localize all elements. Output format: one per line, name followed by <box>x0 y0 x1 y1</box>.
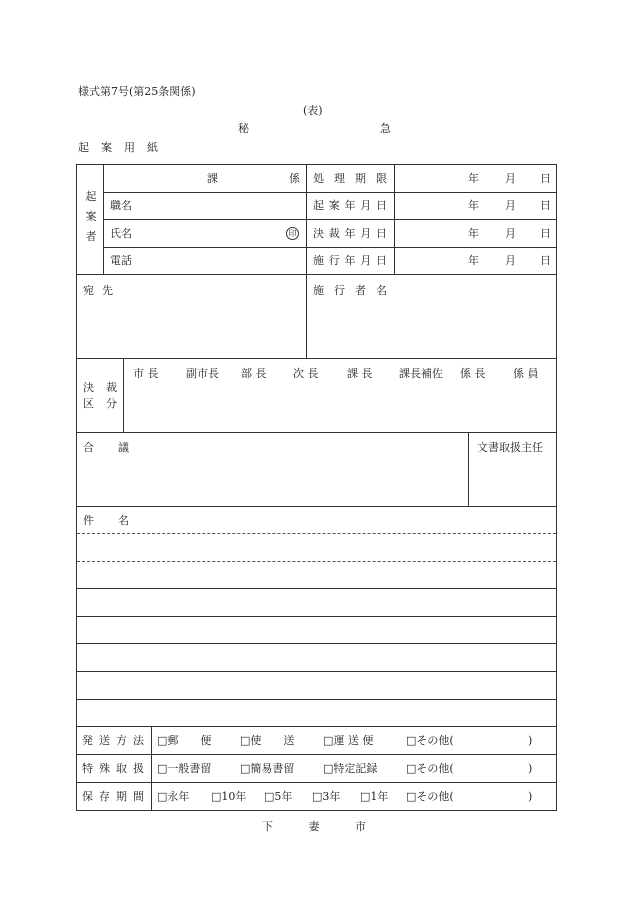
originator-group-label: 起 案 者 <box>85 190 97 243</box>
department-label: 課 <box>207 172 218 185</box>
shipping-option-other[interactable]: □その他( <box>406 734 454 747</box>
handling-option-registered[interactable]: □一般書留 <box>157 762 212 775</box>
form-side-label: (表) <box>303 104 323 117</box>
urgent-mark: 急 <box>380 122 391 135</box>
department-field[interactable] <box>104 165 305 191</box>
approver-director[interactable]: 部 長 <box>241 367 267 380</box>
day-unit: 日 <box>540 227 551 240</box>
retention-option-10-years[interactable]: □10年 <box>211 790 247 803</box>
shipping-method-label: 発 送 方 法 <box>82 734 144 747</box>
retention-period-label: 保 存 期 間 <box>82 790 144 803</box>
addressee-label: 宛 先 <box>83 284 113 297</box>
consultation-label: 合 議 <box>83 441 129 454</box>
day-unit: 日 <box>540 254 551 267</box>
position-field[interactable] <box>140 193 305 218</box>
retention-option-1-year[interactable]: □1年 <box>360 790 389 803</box>
section-label: 係 <box>289 172 300 185</box>
approver-mayor[interactable]: 市 長 <box>133 367 159 380</box>
approver-staff[interactable]: 係 員 <box>513 367 539 380</box>
name-label: 氏名 <box>110 227 132 240</box>
subject-label: 件 名 <box>83 514 129 527</box>
approver-deputy-mayor[interactable]: 副市長 <box>186 367 219 380</box>
date-row-label-deadline: 処 理 期 限 <box>313 172 387 185</box>
retention-option-other[interactable]: □その他( <box>406 790 454 803</box>
seal-mark: 印 <box>286 227 299 240</box>
month-unit: 月 <box>505 199 516 212</box>
approver-assistant-chief[interactable]: 課長補佐 <box>399 367 443 380</box>
handling-option-tracked[interactable]: □特定記録 <box>323 762 378 775</box>
retention-other-close: ) <box>528 790 533 803</box>
year-unit: 年 <box>468 199 479 212</box>
executor-name-label: 施 行 者 名 <box>313 284 387 297</box>
month-unit: 月 <box>505 227 516 240</box>
year-unit: 年 <box>468 227 479 240</box>
approver-subsection-chief[interactable]: 係 長 <box>460 367 486 380</box>
document-title: 起 案 用 紙 <box>78 141 158 154</box>
phone-field[interactable] <box>140 248 305 273</box>
executor-name-field[interactable] <box>307 300 555 357</box>
approver-deputy-director[interactable]: 次 長 <box>293 367 319 380</box>
year-unit: 年 <box>468 172 479 185</box>
name-field[interactable] <box>140 220 280 246</box>
handling-other-close: ) <box>528 762 533 775</box>
handling-option-simple-registered[interactable]: □簡易書留 <box>240 762 295 775</box>
retention-option-5-years[interactable]: □5年 <box>264 790 293 803</box>
month-unit: 月 <box>505 254 516 267</box>
shipping-option-messenger[interactable]: □使 送 <box>240 734 295 747</box>
retention-option-permanent[interactable]: □永年 <box>157 790 190 803</box>
document-manager-field[interactable] <box>469 458 555 505</box>
shipping-option-courier[interactable]: □運 送 便 <box>323 734 374 747</box>
shipping-option-mail[interactable]: □郵 便 <box>157 734 212 747</box>
year-unit: 年 <box>468 254 479 267</box>
document-manager-label: 文書取扱主任 <box>477 441 543 454</box>
month-unit: 月 <box>505 172 516 185</box>
addressee-field[interactable] <box>77 300 305 357</box>
approver-section-chief[interactable]: 課 長 <box>347 367 373 380</box>
day-unit: 日 <box>540 199 551 212</box>
subject-body-field[interactable] <box>77 534 555 725</box>
position-label: 職名 <box>110 199 132 212</box>
special-handling-label: 特 殊 取 扱 <box>82 762 144 775</box>
shipping-other-close: ) <box>528 734 533 747</box>
retention-option-3-years[interactable]: □3年 <box>312 790 341 803</box>
handling-option-other[interactable]: □その他( <box>406 762 454 775</box>
phone-label: 電話 <box>110 254 132 267</box>
approval-category-label-line1: 決 裁 <box>83 381 117 394</box>
secret-mark: 秘 <box>238 122 249 135</box>
date-row-label-approved: 決 裁 年 月 日 <box>313 227 387 240</box>
approval-category-label-line2: 区 分 <box>83 397 117 410</box>
date-row-label-enforced: 施 行 年 月 日 <box>313 254 387 267</box>
consultation-field[interactable] <box>77 458 467 505</box>
day-unit: 日 <box>540 172 551 185</box>
date-row-label-drafted: 起 案 年 月 日 <box>313 199 387 212</box>
issuing-city: 下 妻 市 <box>262 820 366 833</box>
form-number: 様式第7号(第25条関係) <box>78 85 196 98</box>
